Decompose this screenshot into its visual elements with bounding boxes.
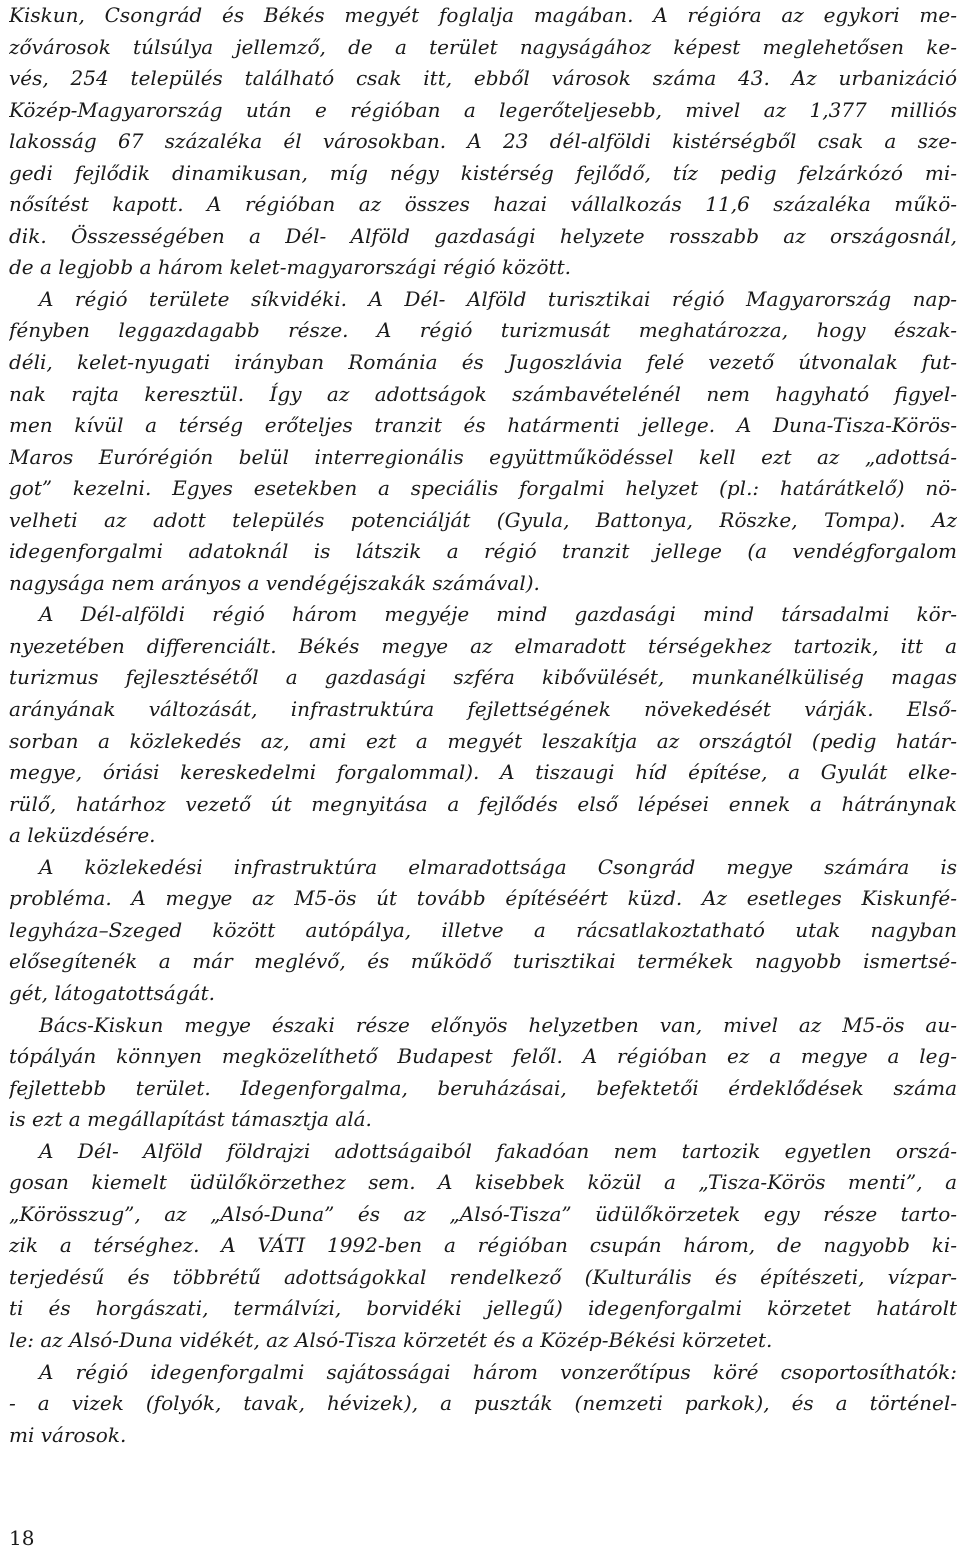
text-line: déli, kelet-nyugati irányban Románia és Jugoszlávia felé vezető útvonalak fut- — [9, 350, 957, 375]
text-line: mi városok. — [9, 1422, 127, 1447]
text-line: legyháza–Szeged között autópálya, illetve a rácsatlakoztatható utak nagyban — [9, 917, 957, 942]
text-line: velheti az adott település potenciálját (Gyula, Battonya, Röszke, Tompa). Az — [9, 507, 957, 532]
text-line: nyezetében differenciált. Békés megye az elmaradott térségekhez tartozik, itt a — [9, 633, 957, 658]
text-line: A régió területe síkvidéki. A Dél- Alföld turisztikai régió Magyarország nap- — [39, 286, 957, 311]
text-line: gedi fejlődik dinamikusan, míg négy kistérség fejlődő, tíz pedig felzárkózó mi- — [9, 160, 957, 185]
text-line: vés, 254 település található csak itt, ebből városok száma 43. Az urbanizáció — [9, 66, 957, 91]
text-line: sorban a közlekedés az, ami ezt a megyét leszakítja az országtól (pedig határ- — [9, 728, 957, 753]
text-line: lakosság 67 százaléka él városokban. A 23 dél-alföldi kistérségből csak a sze- — [9, 129, 957, 154]
text-line: dik. Összességében a Dél- Alföld gazdasági helyzete rosszabb az országosnál, — [9, 223, 957, 248]
text-line: terjedésű és többrétű adottságokkal rendelkező (Kulturális és építészeti, vízpar- — [9, 1264, 957, 1289]
text-line: gosan kiemelt üdülőkörzethez sem. A kisebbek közül a „Tisza-Körös menti”, a — [9, 1170, 957, 1195]
text-line: a leküzdésére. — [9, 823, 156, 848]
page-number: 18 — [9, 1526, 35, 1550]
text-line: is ezt a megállapítást támasztja alá. — [9, 1107, 372, 1132]
text-line: idegenforgalmi adatoknál is látszik a régió tranzit jellege (a vendégforgalom — [9, 539, 957, 564]
text-line: got” kezelni. Egyes esetekben a speciális forgalmi helyzet (pl.: határátkelő) nö- — [9, 476, 957, 501]
text-line: Kiskun, Csongrád és Békés megyét foglalja magában. A régióra az egykori me- — [9, 3, 957, 27]
text-line: ti és horgászati, termálvízi, borvidéki jellegű) idegenforgalmi körzetet határolt — [9, 1296, 957, 1321]
text-line: fényben leggazdagabb része. A régió turizmusát meghatározza, hogy észak- — [9, 318, 957, 343]
text-line: tópályán könnyen megközelíthető Budapest felől. A régióban ez a megye a leg- — [9, 1044, 957, 1069]
text-line: arányának változását, infrastruktúra fejlettségének növekedését várják. Első- — [9, 697, 957, 722]
text-line: de a legjobb a három kelet-magyarországi régió között. — [9, 255, 572, 280]
text-line: probléma. A megye az M5-ös út tovább építéséért küzd. Az esetleges Kiskunfé- — [9, 886, 957, 911]
text-line: gét, látogatottságát. — [9, 980, 215, 1005]
text-line: men kívül a térség erőteljes tranzit és határmenti jellege. A Duna-Tisza-Körös- — [9, 413, 957, 438]
text-line: A Dél-alföldi régió három megyéje mind gazdasági mind társadalmi kör- — [39, 602, 957, 627]
text-line: A közlekedési infrastruktúra elmaradottsága Csongrád megye számára is — [39, 854, 957, 879]
text-line: A Dél- Alföld földrajzi adottságaiból fakadóan nem tartozik egyetlen orszá- — [39, 1138, 957, 1163]
text-line: megye, óriási kereskedelmi forgalommal). A tiszaugi híd építése, a Gyulát elke- — [9, 760, 957, 785]
text-line: le: az Alsó-Duna vidékét, az Alsó-Tisza körzetét és a Közép-Békési körzetet. — [9, 1327, 773, 1352]
text-line: „Körösszug”, az „Alsó-Duna” és az „Alsó-Tisza” üdülőkörzetek egy része tarto- — [9, 1201, 957, 1226]
text-line: fejlettebb terület. Idegenforgalma, beruházásai, befektetői érdeklődések száma — [9, 1075, 957, 1100]
text-line: Bács-Kiskun megye északi része előnyös helyzetben van, mivel az M5-ös au- — [39, 1012, 957, 1037]
text-line: nősítést kapott. A régióban az összes hazai vállalkozás 11,6 százaléka műkö- — [9, 192, 957, 217]
text-line: nak rajta keresztül. Így az adottságok számbavételénél nem hagyható figyel- — [9, 381, 957, 406]
body-text — [9, 0, 957, 1451]
text-line: Közép-Magyarország után e régióban a legerőteljesebb, mivel az 1,377 milliós — [9, 97, 957, 122]
text-line: nagysága nem arányos a vendégéjszakák számával). — [9, 570, 540, 595]
text-line: elősegítenék a már meglévő, és működő turisztikai termékek nagyobb ismertsé- — [9, 949, 957, 974]
text-line: A régió idegenforgalmi sajátosságai három vonzerőtípus köré csoportosíthatók: — [39, 1359, 957, 1384]
text-line: zik a térséghez. A VÁTI 1992-ben a régióban csupán három, de nagyobb ki- — [9, 1233, 957, 1258]
text-line: turizmus fejlesztésétől a gazdasági szféra kibővülését, munkanélküliség magas — [9, 665, 957, 690]
text-line: - a vizek (folyók, tavak, hévizek), a puszták (nemzeti parkok), és a történel- — [9, 1391, 957, 1416]
text-line: rülő, határhoz vezető út megnyitása a fejlődés első lépései ennek a hátránynak — [9, 791, 957, 816]
text-line: Maros Eurórégión belül interregionális együttműködéssel kell ezt az „adottsá- — [9, 444, 957, 469]
text-line: zővárosok túlsúlya jellemző, de a terület nagyságához képest meglehetősen ke- — [9, 34, 957, 59]
